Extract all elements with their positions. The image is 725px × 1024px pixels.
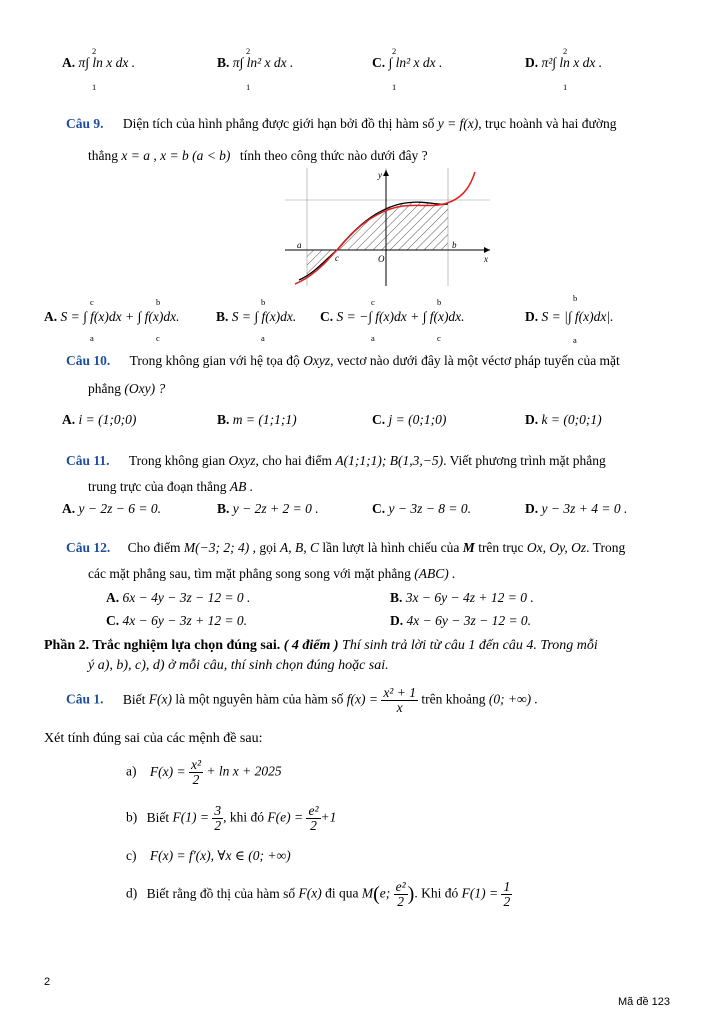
option-label: C.: [372, 55, 386, 70]
question-expr: Oxyz: [303, 353, 331, 368]
statement-text: , khi đó: [223, 809, 264, 825]
option-expr: π∫ ln x dx .: [78, 55, 136, 70]
option-label: B.: [217, 501, 230, 516]
option-label: C.: [372, 412, 386, 427]
option-expr: S = −∫ f(x)dx + ∫ f(x)dx.: [336, 309, 465, 324]
int-upper: 2: [392, 46, 397, 56]
fraction-numerator: e²: [308, 803, 319, 818]
q9-option-d[interactable]: [525, 309, 613, 325]
option-label: D.: [525, 55, 539, 70]
statement-text: . Khi đó: [414, 885, 459, 901]
option-label: A.: [44, 309, 58, 324]
q9-line1: [66, 116, 616, 132]
int-lower: 1: [563, 82, 568, 92]
int-lower: 1: [246, 82, 251, 92]
int-upper: 2: [563, 46, 568, 56]
statement-expr: F(1) =: [461, 885, 499, 901]
q12-option-c[interactable]: [106, 613, 247, 629]
statement-text: Biết rằng đồ thị của hàm số: [146, 885, 296, 901]
fraction-denominator: 2: [310, 818, 317, 833]
question-text: Trong không gian với hệ tọa độ: [129, 353, 300, 368]
option-label: D.: [390, 613, 404, 628]
option-expr: π∫ ln² x dx .: [232, 55, 294, 70]
option-expr: y − 2z + 2 = 0 .: [232, 501, 319, 516]
c-label: c: [335, 253, 339, 263]
q12-line1: [66, 540, 625, 556]
question-expr: (ABC) .: [414, 566, 456, 581]
option-label: D.: [525, 501, 539, 516]
question-expr: x = a , x = b (a < b): [121, 148, 231, 163]
q12-option-b[interactable]: [390, 590, 534, 606]
fraction: [189, 758, 203, 787]
question-text: . Trong: [586, 540, 626, 555]
int-lower: a: [90, 333, 94, 343]
q11-line2: [88, 479, 253, 495]
option-label: A.: [62, 412, 76, 427]
question-expr: AB .: [229, 479, 254, 494]
statement-label: b): [126, 809, 138, 825]
question-expr: y = f(x): [437, 116, 479, 131]
q12-option-d[interactable]: [390, 613, 531, 629]
option-expr: S = |∫ f(x)dx|.: [541, 309, 614, 324]
q10-option-b[interactable]: [217, 412, 297, 428]
option-expr: 6x − 4y − 3z − 12 = 0 .: [122, 590, 251, 605]
option-expr: 3x − 6y − 4z + 12 = 0 .: [405, 590, 534, 605]
statement-label: c): [126, 848, 137, 863]
question-expr: M(−3; 2; 4): [183, 540, 250, 555]
int-lower: c: [437, 333, 441, 343]
option-expr: S = ∫ f(x)dx + ∫ f(x)dx.: [60, 309, 180, 324]
question-text: , cho hai điểm: [255, 453, 333, 468]
part2-heading-line2: [88, 658, 389, 674]
x-label: x: [484, 254, 488, 264]
question-text: phẳng: [88, 381, 121, 396]
fraction-numerator: x²: [190, 757, 202, 772]
option-expr: π²∫ ln x dx .: [541, 55, 603, 70]
fraction: [212, 804, 223, 833]
a-label: a: [297, 240, 302, 250]
statement-expr: F(1) =: [172, 809, 209, 825]
question-text: , trục hoành và hai đường: [478, 116, 617, 131]
option-label: D.: [525, 412, 539, 427]
statement-expr: F(e) =: [267, 809, 304, 825]
fraction-numerator: 3: [214, 803, 222, 818]
option-label: C.: [372, 501, 386, 516]
option-expr: 4x − 6y − 3z − 12 = 0.: [406, 613, 532, 628]
fraction-numerator: 1: [503, 879, 511, 894]
option-label: D.: [525, 309, 539, 324]
question-text: Diện tích của hình phẳng được giới hạn bởi đồ thị hàm số: [122, 116, 435, 131]
p2q1-statement-d[interactable]: d) Biết rằng đồ thị của hàm số F(x) đi qua M(e; $\frac{\text{e²}}{2}$ ). Khi đó F(1) = $\frac{1}{2}$: [126, 879, 511, 909]
question-text: là một nguyên hàm của hàm số: [175, 691, 344, 707]
int-upper: b: [573, 293, 578, 303]
p2q1-statement-b[interactable]: [126, 804, 336, 833]
o-label: O: [378, 254, 385, 264]
q10-option-a[interactable]: [62, 412, 136, 428]
option-label: A.: [62, 501, 76, 516]
question-label: Câu 11.: [66, 453, 110, 468]
q9-line2: [88, 148, 428, 164]
q8-option-d[interactable]: [525, 55, 602, 71]
statement-text: Biết: [146, 809, 170, 825]
option-label: A.: [106, 590, 120, 605]
question-expr: Oxyz: [228, 453, 256, 468]
int-upper: b: [261, 297, 266, 307]
question-expr: (Oxy) ?: [124, 381, 166, 396]
int-lower: a: [261, 333, 265, 343]
question-expr: f(x) =: [346, 691, 378, 707]
question-label: Câu 10.: [66, 353, 111, 368]
fraction-denominator: 2: [503, 894, 511, 909]
q11-line1: [66, 453, 606, 469]
q11-option-d[interactable]: [525, 501, 627, 517]
region-above: [337, 202, 448, 250]
question-text: trên khoảng: [421, 691, 486, 707]
question-text: Trong không gian: [128, 453, 226, 468]
fraction: [306, 804, 320, 833]
int-upper: b: [437, 297, 442, 307]
option-label: C.: [320, 309, 334, 324]
option-expr: ∫ ln² x dx .: [388, 55, 443, 70]
question-text: trên trục: [478, 540, 524, 555]
fraction-numerator: e²: [395, 879, 406, 894]
question-text: Cho điểm: [127, 540, 181, 555]
int-lower: a: [371, 333, 375, 343]
q10-option-d[interactable]: [525, 412, 602, 428]
question-text: , vectơ nào dưới đây là một véctơ pháp tuyến của mặt: [330, 353, 620, 368]
statement-label: a): [126, 763, 137, 779]
part-instructions: Thí sinh trả lời từ câu 1 đến câu 4. Trong mỗi: [342, 638, 598, 653]
option-label: B.: [217, 412, 230, 427]
option-expr: 4x − 6y − 3z + 12 = 0.: [122, 613, 248, 628]
question-label: Câu 9.: [66, 116, 104, 131]
fraction-denominator: 2: [397, 894, 405, 909]
question-text: tính theo công thức nào dưới đây ?: [239, 148, 428, 163]
fraction-denominator: 2: [192, 772, 200, 787]
question-text: trung trực của đoạn thẳng: [88, 479, 227, 494]
q12-option-a[interactable]: [106, 590, 250, 606]
q8-option-b[interactable]: [217, 55, 293, 71]
fraction-denominator: 2: [214, 818, 222, 833]
int-upper: c: [371, 297, 375, 307]
option-expr: j = (0;1;0): [388, 412, 447, 427]
option-label: B.: [217, 55, 230, 70]
fraction-numerator: x² + 1: [383, 685, 416, 700]
question-text: . Viết phương trình mặt phẳng: [443, 453, 606, 468]
statement-expr: e;: [379, 885, 391, 901]
part-points: ( 4 điểm ): [283, 638, 339, 653]
option-expr: k = (0;0;1): [541, 412, 602, 427]
question-label: Câu 1.: [66, 691, 104, 707]
question-text: Biết: [122, 691, 146, 707]
int-lower: 1: [92, 82, 97, 92]
fraction: [381, 686, 418, 715]
area-graph: [285, 168, 495, 286]
option-expr: y − 2z − 6 = 0.: [78, 501, 161, 516]
b-label: b: [452, 240, 457, 250]
option-expr: y − 3z + 4 = 0 .: [541, 501, 628, 516]
question-expr: M: [462, 540, 475, 555]
question-expr: Ox, Oy, Oz: [526, 540, 587, 555]
q8-option-c[interactable]: [372, 55, 442, 71]
option-expr: S = ∫ f(x)dx.: [231, 309, 297, 324]
statement-label: d): [126, 885, 138, 901]
question-expr: A(1;1;1); B(1,3,−5): [335, 453, 444, 468]
fraction-denominator: x: [396, 700, 403, 715]
int-upper: 2: [246, 46, 251, 56]
p2q1-statement-c[interactable]: [126, 848, 291, 864]
part2-heading: [44, 638, 598, 654]
statement-expr: F(x) =: [149, 763, 186, 779]
option-label: B.: [216, 309, 229, 324]
fraction: [501, 880, 512, 909]
q9-option-c[interactable]: [320, 309, 465, 325]
question-expr: F(x): [148, 691, 172, 707]
q10-option-c[interactable]: [372, 412, 446, 428]
q9-option-a[interactable]: [44, 309, 179, 325]
option-expr: m = (1;1;1): [232, 412, 297, 427]
p2q1-line: [66, 686, 538, 715]
statement-expr: + ln x + 2025: [206, 763, 282, 779]
int-upper: c: [90, 297, 94, 307]
statement-expr: M: [361, 885, 374, 901]
question-text: các mặt phẳng sau, tìm mặt phẳng song song với mặt phẳng: [88, 566, 411, 581]
statement-expr: +1: [320, 809, 337, 825]
statement-expr: F(x) = f′(x), ∀x ∈ (0; +∞): [149, 848, 291, 863]
question-label: Câu 12.: [66, 540, 111, 555]
part-title: Phần 2. Trắc nghiệm lựa chọn đúng sai.: [44, 638, 281, 653]
option-label: A.: [62, 55, 76, 70]
p2q1-intro: Xét tính đúng sai của các mệnh đề sau:: [44, 731, 263, 746]
part-instructions: ý a), b), c), d) ở mỗi câu, thí sinh chọn đúng hoặc sai.: [88, 658, 389, 673]
question-expr: A, B, C: [280, 540, 319, 555]
int-lower: a: [573, 335, 577, 345]
int-upper: 2: [92, 46, 97, 56]
statement-expr: F(x): [298, 885, 322, 901]
int-upper: b: [156, 297, 161, 307]
question-expr: (0; +∞) .: [488, 691, 538, 707]
y-label: y: [378, 170, 382, 180]
option-expr: i = (1;0;0): [78, 412, 137, 427]
page-number: 2: [44, 976, 51, 988]
q11-option-b[interactable]: [217, 501, 319, 517]
statement-text: đi qua: [325, 885, 359, 901]
p2q1-statement-a[interactable]: [126, 758, 282, 787]
q11-option-c[interactable]: [372, 501, 471, 517]
question-text: lần lượt là hình chiếu của: [322, 540, 460, 555]
int-lower: 1: [392, 82, 397, 92]
question-text: thẳng: [88, 148, 118, 163]
q11-option-a[interactable]: [62, 501, 161, 517]
q10-line2: [88, 381, 165, 397]
question-text: , gọi: [252, 540, 277, 555]
int-lower: c: [156, 333, 160, 343]
fraction: [394, 880, 408, 909]
q8-option-a[interactable]: [62, 55, 135, 71]
q10-line1: [66, 353, 620, 369]
option-label: C.: [106, 613, 120, 628]
q9-option-b[interactable]: [216, 309, 296, 325]
q12-line2: [88, 566, 455, 582]
option-label: B.: [390, 590, 403, 605]
exam-code: Mã đề 123: [618, 996, 670, 1008]
option-expr: y − 3z − 8 = 0.: [388, 501, 471, 516]
